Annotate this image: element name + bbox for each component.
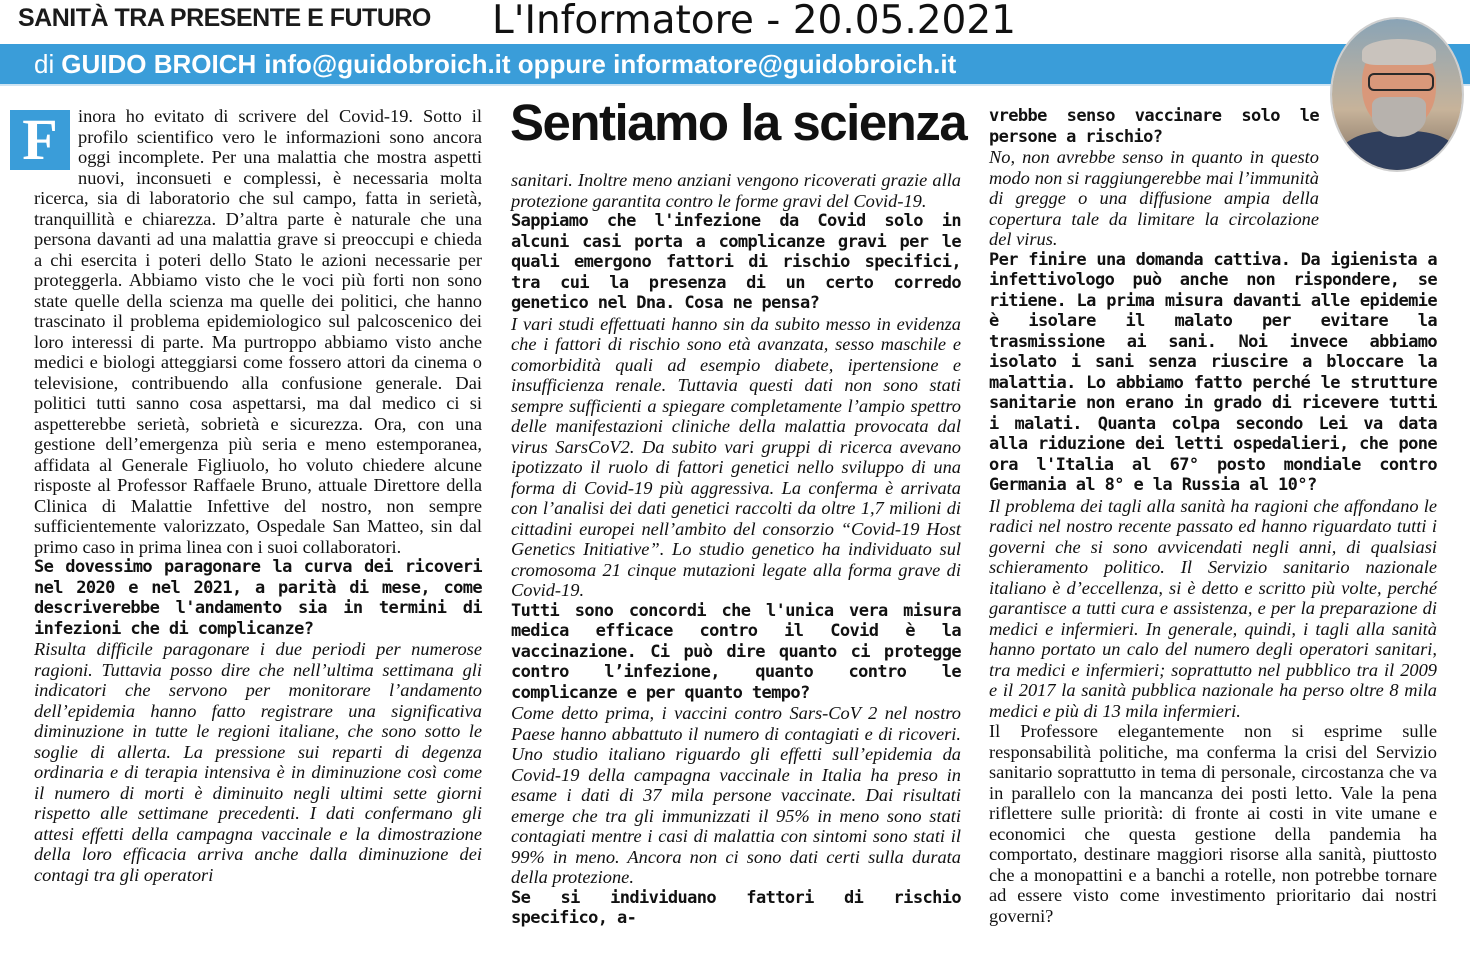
date-overlay: L'Informatore - 20.05.2021 — [492, 0, 1016, 43]
headline: Sentiamo la scienza — [510, 94, 967, 151]
article-column-2 — [511, 170, 961, 929]
author-contacts: info@guidobroich.it oppure informatore@guidobroich.it — [264, 48, 957, 79]
byline-bar — [0, 44, 1470, 84]
closing-paragraph: Il Professore elegantemente non si esprime sulle responsabilità politiche, ma conferma la crisi del Servizio sanitario soprattutto in tema di personale, circostanza che va in parallelo con la mancanza dei posti letto. Vale la pena riflettere sulle priorità: di fronte ai costi in vite umane e economici che questa gestione della pandemia ha comportato, destinare maggiori risorse alla sanità, piuttosto che a monopattini e a banchi a rotelle, non potrebbe tornare ad essere visto come investimento prioritario dai nostri governi? — [989, 721, 1437, 926]
question-4-end: vrebbe senso vaccinare solo le persone a rischio? — [989, 106, 1319, 147]
answer-3: Come detto prima, i vaccini contro Sars-CoV 2 nel nostro Paese hanno abbattuto il numero di contagiati e di ricoveri. Uno studio italiano riguardo gli effetti sull’epidemia da Covid-19 della campagna vaccinale in Italia ha preso in esame i dati di 37 mila persone vaccinate. Dai risultati emerge che tra gli immunizzati il 95% in meno sono stati contagiati mentre i casi di malattia con sintomi sono stati il 99% in meno. Ancora non ci sono dati certi sulla durata della protezione. — [511, 703, 961, 887]
intro-paragraph — [22, 106, 482, 557]
section-title: SANITÀ TRA PRESENTE E FUTURO — [18, 4, 431, 32]
answer-2: I vari studi effettuati hanno sin da subito messo in evidenza che i fattori di rischio sono età avanzata, sesso maschile e comorbidità quali ad esempio diabete, ipertensione e insufficienza renale. Tuttavia questi dati non sono stati sempre sufficienti a spiegare completamente l’ampio spettro delle manifestazioni cliniche della malattia provocata dal virus SarsCoV2. Da subito vari gruppi di ricerca avevano ipotizzato il ruolo di fattori genetici nello sviluppo di una forma di Covid-19 più aggressiva. La conferma è arrivata con l’analisi dei dati genetici raccolti da oltre 1,7 milioni di cittadini europei nell’ambito del consorzio “Covid-19 Host Genetics Initiative”. Lo studio genetico ha individuato sul cromosoma 21 cinque mutazioni legate alla forma grave di Covid-19. — [511, 313, 961, 600]
article-column-1 — [22, 106, 482, 885]
question-5: Per finire una domanda cattiva. Da igienista a infettivologo può anche non rispondere, se ritiene. La prima misura davanti alle epidemie è isolare il malato per evitare la trasmissione ai sani. Noi invece abbiamo isolato i sani senza riuscire a bloccare la malattia. Lo abbiamo fatto perché le strutture sanitarie non erano in grado di ricevere tutti i malati. Quanta colpa secondo Lei va data alla riduzione dei letti ospedalieri, che pone ora l'Italia al 67° posto mondiale contro Germania al 8° e la Russia al 10°? — [989, 249, 1437, 495]
answer-1-continued: sanitari. Inoltre meno anziani vengono ricoverati grazie alla protezione garantita contro le forme gravi del Covid-19. — [511, 170, 961, 211]
header-rule — [0, 84, 1470, 86]
question-3: Tutti sono concordi che l'unica vera misura medica efficace contro il Covid è la vaccinazione. Ci può dire quanto ci protegge contro l’infezione, quanto contro le complicanze e per quanto tempo? — [511, 600, 961, 703]
answer-1: Risulta difficile paragonare i due periodi per numerose ragioni. Tuttavia posso dire che nell’ultima settimana gli indicatori che servono per monitorare l’andamento dell’epidemia hanno fatto registrare una significativa diminuzione in tutte le regioni italiane, che sono sotto le soglie di allerta. La pressione sui reparti di degenza ordinaria e di terapia intensiva è in diminuzione così come il numero di morti è diminuito negli ultimi sette giorni rispetto alle settimane precedenti. I dati confermano gli attesi effetti della campagna vaccinale e la dimostrazione della loro efficacia arriva anche dalla diminuzione dei contagi tra gli operatori — [34, 639, 482, 885]
question-4-start: Se si individuano fattori di rischio specifico, a- — [511, 887, 961, 928]
byline-prefix: di — [34, 48, 55, 79]
answer-4: No, non avrebbe senso in quanto in questo modo non si raggiungerebbe mai l’immunità di gregge o una diffusione ampia della copertura tale da limitare la circolazione del virus. — [989, 147, 1319, 249]
article-column-3 — [989, 106, 1437, 926]
author-name: GUIDO BROICH — [61, 48, 257, 79]
question-2: Sappiamo che l'infezione da Covid solo in alcuni casi porta a complicanze gravi per le quali emergono fattori di rischio specifici, tra cui la presenza di un certo corredo genetico nel Dna. Cosa ne pensa? — [511, 211, 961, 313]
answer-5: Il problema dei tagli alla sanità ha ragioni che affondano le radici nel nostro recente passato ed hanno riguardato tutti i governi che si sono avvicendati negli anni, di qualsiasi schieramento politico. Il Servizio sanitario nazionale italiano è d’eccellenza, si è detto e scritto più volte, perché garantisce a tutti cura e assistenza, e per la preparazione di medici e infermieri. In generale, quindi, i tagli alla sanità hanno portato un calo del numero degli operatori sanitari, tra medici e infermieri; soprattutto nel pubblico tra il 2009 e il 2017 la sanità pubblica nazionale ha perso oltre 8 mila medici e più di 13 mila infermieri. — [989, 495, 1437, 721]
intro-text: inora ho evitato di scrivere del Covid-19. Sotto il profilo scientifico vero le informazioni sono ancora oggi incomplete. Per una malattia che mostra aspetti nuovi, inconsueti e complessi, è necessaria molta ricerca, sia di laboratorio che sul campo, fatta in serietà, tranquillità e chiarezza. D’altra parte è naturale che una persona davanti ad una malattia grave si preoccupi e chieda a chi esercita i poteri dello Stato le azioni necessarie per proteggerla. Abbiamo visto che le voci più forti non sono state quelle della scienza ma quelle dei politici, che hanno trascinato il problema epidemiologico sul palcoscenico dei loro interessi di parte. Ma purtroppo abbiamo visto anche medici e biologi atteggiarsi come fossero attori da cinema o televisione, contribuendo alla confusione generale. Dai politici tutti sanno cosa aspettarsi, ma dal medico ci si aspetterebbe serietà, sobrietà e sicurezza. Ora, con una gestione dell’emergenza più seria e meno estemporanea, affidata al Generale Figliuolo, ho voluto chiedere alcune risposte al Professor Raffaele Bruno, attuale Direttore della Clinica di Malattie Infettive del nostro, non sempre sufficientemente valorizzato, Ospedale San Matteo, sin dal primo caso in prima linea con i suoi collaboratori. — [34, 106, 482, 557]
drop-cap: F — [10, 110, 70, 170]
question-1: Se dovessimo paragonare la curva dei ricoveri nel 2020 e nel 2021, a parità di mese, come descriverebbe l'andamento sia in termini di infezioni che di complicanze? — [34, 557, 482, 639]
